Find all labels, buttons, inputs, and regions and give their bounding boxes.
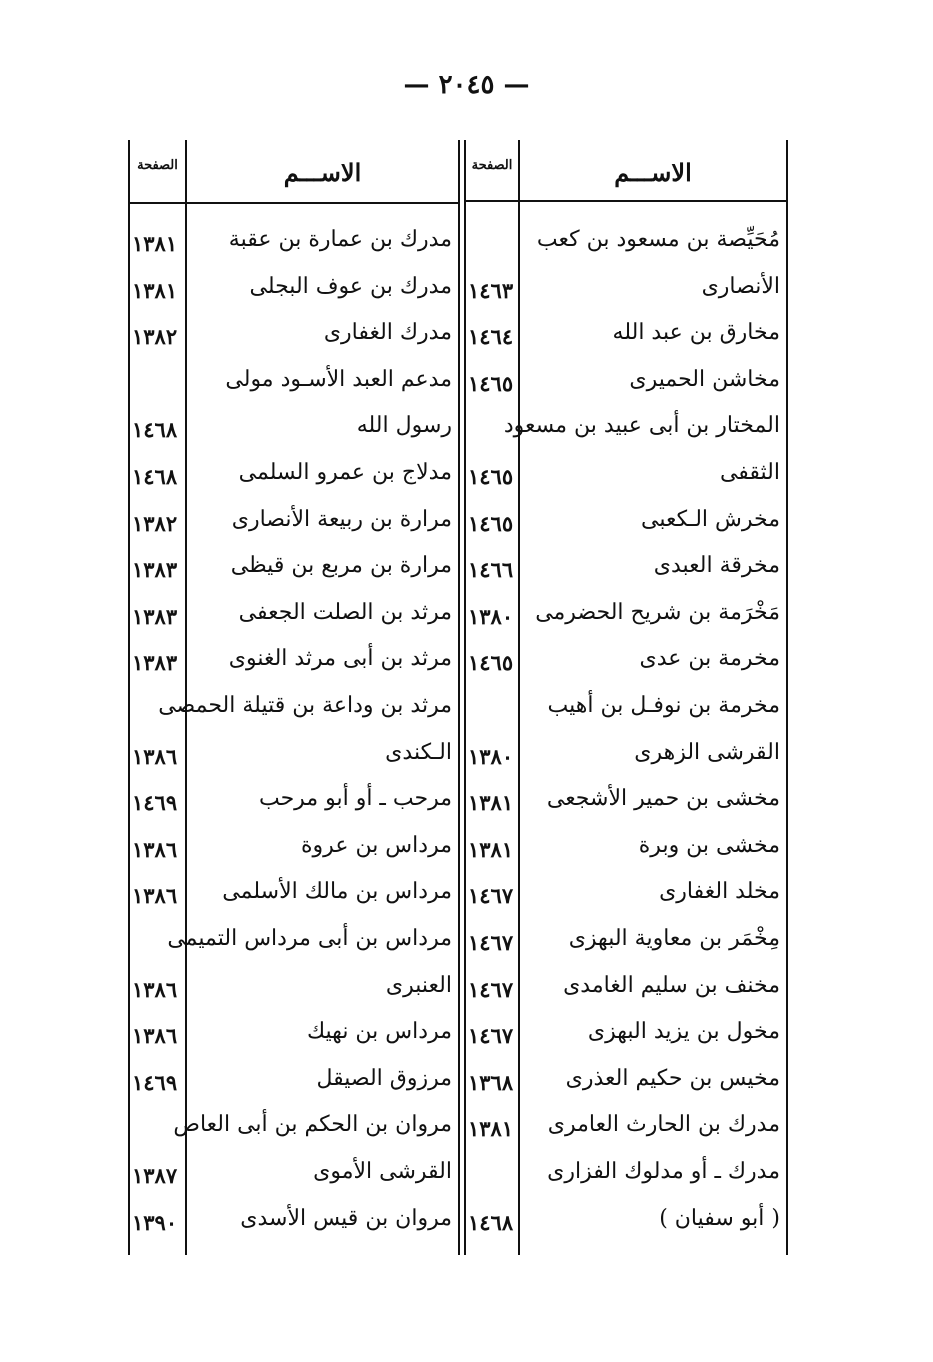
left-entry-page: ١٣٨٣: [132, 603, 178, 629]
right-entry-name: مدرك ـ أو مدلوك الفزارى: [547, 1159, 780, 1184]
right-entry-page: ١٣٨١: [468, 790, 514, 816]
left-entry-page: ١٣٨٣: [132, 557, 178, 583]
right-entry-page: ١٣٨١: [468, 836, 514, 862]
left-entry-name: العنبرى: [385, 972, 452, 998]
right-entry-name: مُحَيِّصة بن مسعود بن كعب: [536, 227, 780, 252]
left-entry-name: مرداس بن أبى مرداس التميمى: [167, 926, 452, 951]
right-entry-name: مخنف بن سليم الغامدى: [563, 972, 780, 998]
right-entry-page: ١٤٦٥: [468, 370, 514, 396]
left-entry-page: ١٣٨٧: [132, 1163, 178, 1188]
left-entry-page: ١٤٦٨: [132, 464, 178, 489]
left-entry-page: ١٣٩٠: [132, 1209, 178, 1235]
rule-middle-2: [464, 140, 466, 1255]
right-entry-name: ( أبو سفيان ): [659, 1205, 780, 1231]
left-entry-name: مدلاج بن عمرو السلمى: [238, 460, 452, 485]
right-entry-page: ١٤٦٤: [468, 324, 514, 350]
right-entry-name: مخرش الـكعبى: [641, 506, 780, 532]
right-entry-name: مخلد الغفارى: [659, 879, 780, 905]
left-entry-page: ١٣٨١: [132, 277, 178, 303]
right-entry-name: الأنصارى: [701, 273, 780, 299]
right-entry-page: ١٤٦٥: [468, 464, 514, 489]
right-entry-name: مدرك بن الحارث العامرى: [547, 1112, 780, 1138]
left-entry-page: ١٤٦٩: [132, 790, 178, 816]
left-entry-name: مروان بن قيس الأسدى: [240, 1205, 452, 1231]
right-entry-page: ١٤٦٧: [468, 1023, 514, 1049]
header-page-left: الصفحة: [137, 158, 178, 173]
left-entry-name: مرحب ـ أو أبو مرحب: [258, 786, 452, 812]
left-entry-page: ١٣٨١: [132, 231, 178, 256]
right-entry-name: القرشى الزهرى: [634, 739, 780, 765]
left-entry-page: ١٣٨٦: [132, 836, 178, 862]
right-entry-name: مخول بن يزيد البهزى: [587, 1019, 780, 1045]
right-entry-name: مخارق بن عبد الله: [612, 320, 780, 346]
header-name-right: الاســـم: [614, 158, 692, 187]
left-entry-page: ١٣٨٦: [132, 883, 178, 909]
left-entry-page: ١٣٨٦: [132, 976, 178, 1002]
right-entry-page: ١٤٦٨: [468, 1209, 514, 1235]
right-entry-page: ١٣٨٠: [468, 603, 514, 629]
left-entry-page: ١٤٦٩: [132, 1069, 178, 1095]
left-entry-name: مرزوق الصيقل: [316, 1065, 452, 1091]
right-entry-name: مخيس بن حكيم العذرى: [565, 1065, 780, 1091]
left-entry-name: الـكندى: [385, 739, 452, 765]
left-entry-name: مرارة بن ربيعة الأنصارى: [231, 506, 452, 532]
left-entry-name: مروان بن الحكم بن أبى العاص: [173, 1112, 452, 1138]
right-entry-page: ١٣٨٠: [468, 743, 514, 769]
left-entry-name: مدرك بن عوف البجلى: [249, 273, 452, 299]
left-entry-page: ١٣٨٦: [132, 743, 178, 769]
left-entry-name: مدعم العبد الأسـود مولى: [225, 366, 452, 392]
right-entry-page: ١٣٨١: [468, 1116, 514, 1142]
rule-outer-left: [128, 140, 130, 1255]
right-entry-name: مخشى بن حمير الأشجعى: [546, 786, 780, 812]
left-entry-page: ١٣٨٣: [132, 650, 178, 676]
rule-outer-right: [786, 140, 788, 1255]
right-entry-page: ١٤٦٧: [468, 976, 514, 1002]
left-entry-page: ١٣٨٢: [132, 510, 178, 536]
right-entry-name: مخشى بن وبرة: [638, 832, 780, 858]
header-underline-right: [464, 200, 786, 202]
right-entry-page: ١٣٦٨: [468, 1069, 514, 1095]
index-table: [128, 140, 790, 1255]
right-entry-page: ١٤٦٥: [468, 510, 514, 536]
left-entry-page: ١٤٦٨: [132, 417, 178, 443]
left-entry-name: رسول الله: [356, 413, 452, 439]
left-entry-name: مرداس بن عروة: [301, 832, 452, 858]
left-entry-name: مرثد بن أبى مرثد الغنوى: [228, 646, 452, 672]
right-entry-name: مخاشن الحميرى: [629, 366, 780, 392]
right-entry-name: الثقفى: [719, 460, 780, 485]
right-entry-name: مخرقة العبدى: [653, 553, 780, 579]
left-entry-name: مرثد بن وداعة بن قتيلة الحمصى: [158, 693, 452, 718]
left-entry-name: القرشى الأموى: [313, 1159, 452, 1184]
right-entry-name: مخرمة بن نوفـل بن أهيب: [547, 693, 780, 718]
right-entry-page: ١٤٦٧: [468, 883, 514, 909]
right-entry-page: ١٤٦٦: [468, 557, 514, 583]
left-entry-name: مرثد بن الصلت الجعفى: [238, 599, 452, 625]
right-entry-page: ١٤٦٧: [468, 930, 514, 955]
rule-middle-1: [458, 140, 460, 1255]
right-entry-page: ١٤٦٣: [468, 277, 514, 303]
left-entry-name: مدرك بن عمارة بن عقبة: [228, 227, 452, 252]
left-entry-name: مرداس بن مالك الأسلمى: [222, 879, 452, 905]
right-entry-page: ١٤٦٥: [468, 650, 514, 676]
page-number: — ٢٠٤٥ —: [403, 70, 530, 100]
left-entry-page: ١٣٨٢: [132, 324, 178, 350]
header-underline-left: [128, 202, 458, 204]
right-entry-name: مِخْمَر بن معاوية البهزى: [568, 926, 780, 951]
left-entry-name: مدرك الغفارى: [323, 320, 452, 346]
right-entry-name: المختار بن أبى عبيد بن مسعود: [503, 413, 780, 439]
right-entry-name: مَخْرَمة بن شريح الحضرمى: [535, 599, 780, 625]
rule-right-page-col: [518, 140, 520, 1255]
left-entry-page: ١٣٨٦: [132, 1023, 178, 1049]
right-entry-name: مخرمة بن عدى: [639, 646, 780, 672]
header-name-left: الاســـم: [283, 158, 362, 187]
header-page-right: الصفحة: [471, 158, 513, 173]
left-entry-name: مرداس بن نهيك: [307, 1019, 452, 1045]
left-entry-name: مرارة بن مربع بن قيظى: [230, 553, 452, 579]
